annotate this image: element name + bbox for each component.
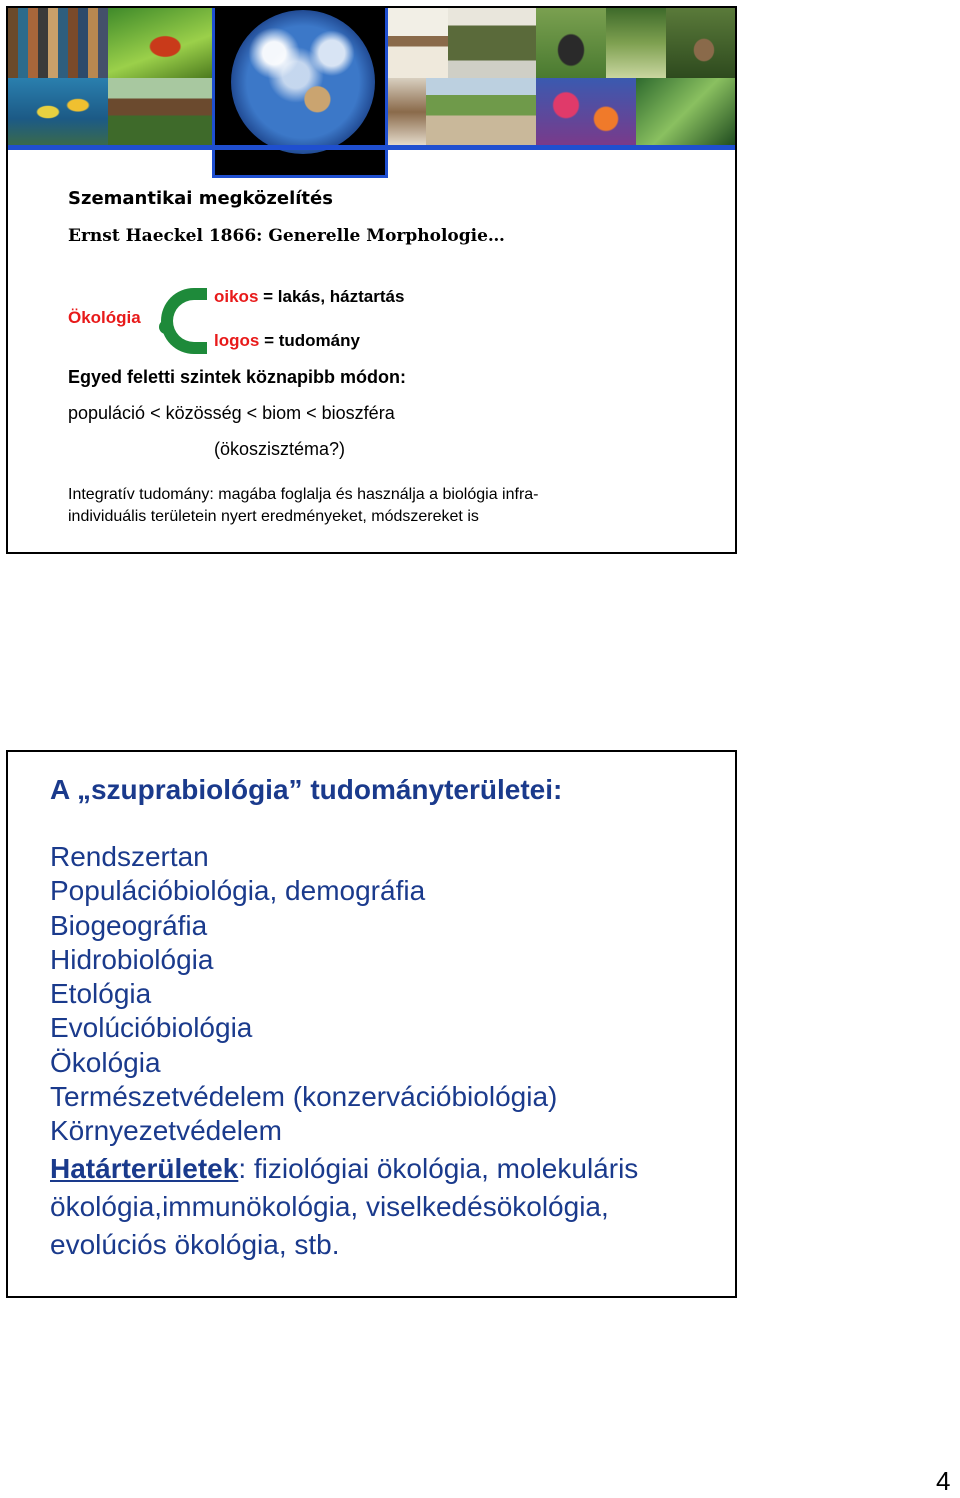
village-hut-photo [108, 78, 212, 146]
semantic-heading: Szemantikai megközelítés [68, 188, 333, 209]
photo-banner [8, 8, 735, 180]
banner-divider [8, 145, 735, 150]
logos-word: logos [214, 331, 260, 350]
open-pit-landscape-photo [426, 78, 536, 146]
page-number: 4 [936, 1466, 951, 1496]
list-item: Biogeográfia [50, 909, 208, 941]
list-item: Evolúcióbiológia [50, 1012, 253, 1044]
slide-suprabiology-fields [6, 750, 737, 1298]
earth-globe-image [231, 10, 375, 154]
slide-ecology-definition [6, 6, 737, 554]
fields-list [50, 840, 557, 1149]
frog-photo [108, 8, 212, 78]
earth-globe-frame [212, 8, 388, 178]
integrative-line-1: Integratív tudomány: magába foglalja és használja a biológia infra- [68, 486, 539, 503]
border-fields-paragraph [50, 1150, 710, 1264]
forest-stream-photo [606, 8, 666, 78]
coral-reef-photo [536, 78, 636, 146]
ecosystem-note: (ökoszisztéma?) [214, 439, 346, 459]
list-item: Rendszertan [50, 841, 209, 872]
coral-fish-photo [8, 78, 108, 146]
museum-collection-photo [8, 8, 108, 78]
green-brace-icon [161, 288, 207, 354]
logos-meaning: = tudomány [259, 331, 360, 350]
oikos-meaning: = lakás, háztartás [258, 287, 405, 306]
integrative-line-2: individuális területein nyert eredményeket, módszereket is [68, 508, 479, 525]
border-fields-list: : fiziológiai ökológia, molekuláris ökológia,immunökológia, viselkedésökológia, evolúciós ökológia, stb. [50, 1153, 639, 1260]
levels-sequence: populáció < közösség < biom < bioszféra [68, 403, 395, 423]
list-item: Etológia [50, 978, 152, 1010]
tropical-leaves-photo [636, 78, 735, 146]
list-item: Természetvédelem (konzervációbiológia) [50, 1081, 558, 1113]
ecology-term: Ökológia [68, 308, 141, 327]
gorilla-photo [536, 8, 606, 78]
documents-collage-photo [388, 8, 448, 78]
oikos-word: oikos [214, 287, 259, 306]
list-item: Populációbiológia, demográfia [50, 875, 426, 907]
logos-definition [214, 331, 360, 351]
biodiversity-report-cover [448, 8, 536, 78]
haeckel-reference: Ernst Haeckel 1866: Generelle Morphologie… [68, 226, 505, 246]
oikos-definition [214, 287, 404, 307]
deer-photo [666, 8, 735, 78]
levels-heading: Egyed feletti szintek köznapibb módon: [68, 367, 407, 387]
list-item: Hidrobiológia [50, 943, 214, 975]
list-item: Ökológia [50, 1046, 161, 1078]
plant-specimens-photo [388, 78, 426, 146]
border-fields-label: Határterületek [50, 1153, 239, 1184]
list-item: Környezetvédelem [50, 1115, 282, 1147]
suprabiology-title: A „szuprabiológia” tudományterületei: [50, 774, 563, 805]
